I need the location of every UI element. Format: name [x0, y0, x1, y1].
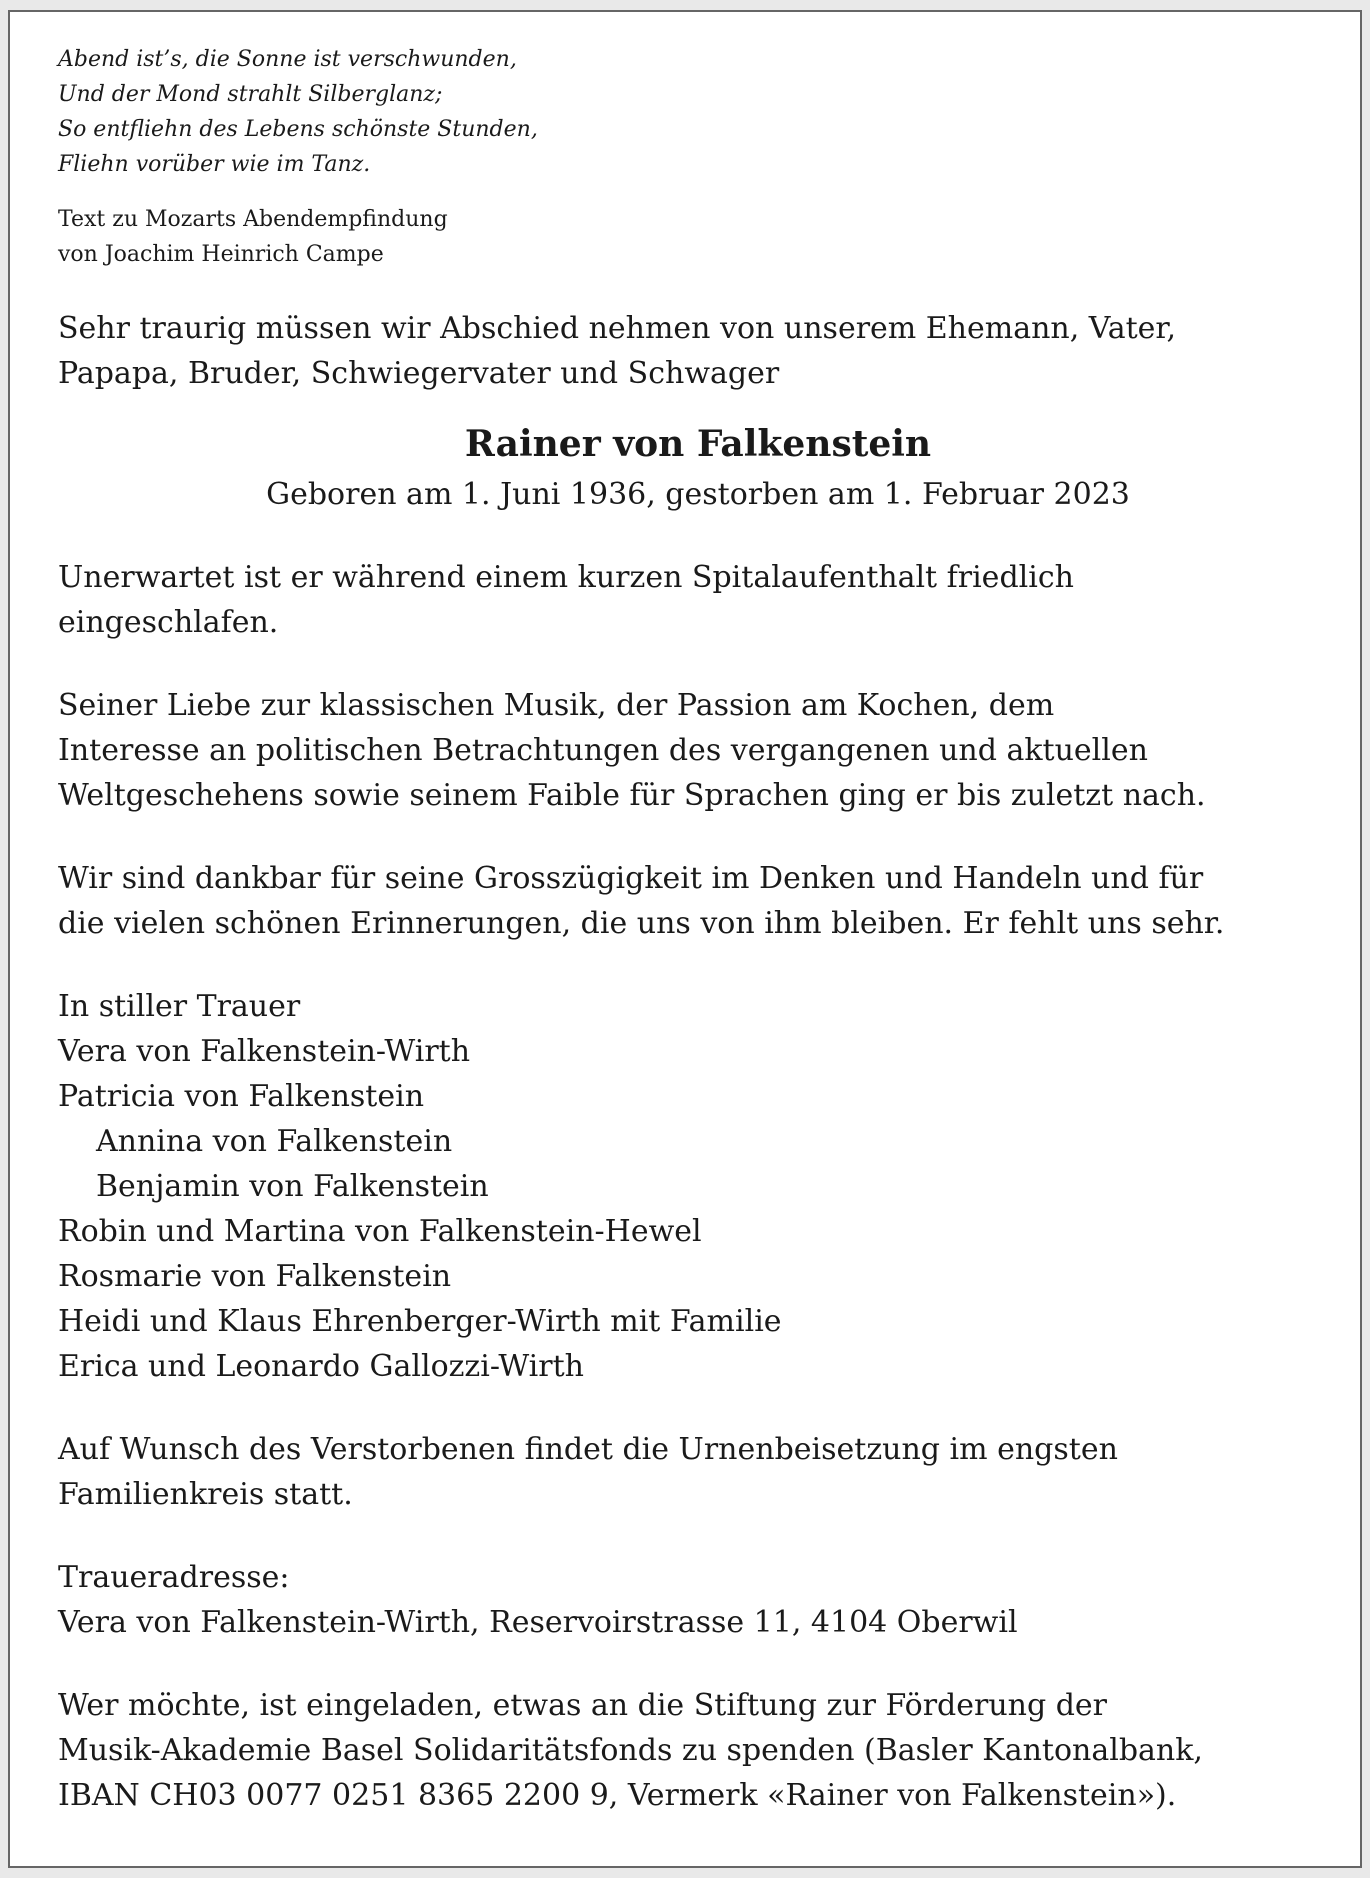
paragraph-line: Unerwartet ist er während einem kurzen Spitalaufenthalt friedlich	[58, 560, 1074, 595]
paragraph-interests	[58, 683, 1338, 818]
paragraph-line: Interesse an politischen Betrachtungen des vergangenen und aktuellen	[58, 733, 1148, 768]
intro-paragraph	[58, 306, 1338, 396]
address-value: Vera von Falkenstein-Wirth, Reservoirstrasse 11, 4104 Oberwil	[58, 1605, 1018, 1640]
mourner-name: Benjamin von Falkenstein	[96, 1169, 489, 1204]
mourning-address	[58, 1555, 1338, 1645]
paragraph-donation	[58, 1683, 1338, 1818]
paragraph-line: Musik-Akademie Basel Solidaritätsfonds zu spenden (Basler Kantonalbank,	[58, 1733, 1203, 1768]
mourner-name: Rosmarie von Falkenstein	[58, 1259, 452, 1294]
mourner-name: Vera von Falkenstein-Wirth	[58, 1034, 471, 1069]
poem-line: Abend ist’s, die Sonne ist verschwunden,	[58, 47, 517, 72]
paragraph-line: die vielen schönen Erinnerungen, die uns von ihm bleiben. Er fehlt uns sehr.	[58, 906, 1225, 941]
paragraph-passing	[58, 555, 1338, 645]
poem-line: Fliehn vorüber wie im Tanz.	[58, 152, 371, 177]
poem-source	[58, 202, 1338, 272]
obituary-content	[58, 42, 1338, 1818]
mourners-heading: In stiller Trauer	[58, 989, 301, 1024]
deceased-name: Rainer von Falkenstein	[464, 423, 932, 465]
poem-line: Und der Mond strahlt Silberglanz;	[58, 82, 443, 107]
mourner-name: Annina von Falkenstein	[96, 1124, 453, 1159]
address-label: Traueradresse:	[58, 1560, 290, 1595]
mourner-name: Erica und Leonardo Gallozzi-Wirth	[58, 1349, 584, 1384]
paragraph-line: Wir sind dankbar für seine Grosszügigkeit im Denken und Handeln und für	[58, 861, 1204, 896]
intro-line: Sehr traurig müssen wir Abschied nehmen von unserem Ehemann, Vater,	[58, 311, 1176, 346]
paragraph-line: Seiner Liebe zur klassischen Musik, der Passion am Kochen, dem	[58, 688, 1055, 723]
poem-line: So entfliehn des Lebens schönste Stunden,	[58, 117, 538, 142]
paragraph-line: Auf Wunsch des Verstorbenen findet die Urnenbeisetzung im engsten	[58, 1432, 1118, 1467]
paragraph-line: Wer möchte, ist eingeladen, etwas an die Stiftung zur Förderung der	[58, 1688, 1108, 1723]
mourner-name: Patricia von Falkenstein	[58, 1079, 425, 1114]
paragraph-line: IBAN CH03 0077 0251 8365 2200 9, Vermerk «Rainer von Falkenstein»).	[58, 1778, 1177, 1813]
paragraph-gratitude	[58, 856, 1338, 946]
poem-verse	[58, 42, 1338, 182]
poem-source-line: von Joachim Heinrich Campe	[58, 242, 384, 267]
paragraph-line: Weltgeschehens sowie seinem Faible für Sprachen ging er bis zuletzt nach.	[58, 778, 1206, 813]
mourner-name: Heidi und Klaus Ehrenberger-Wirth mit Familie	[58, 1304, 782, 1339]
life-dates: Geboren am 1. Juni 1936, gestorben am 1. Februar 2023	[266, 477, 1130, 512]
mourners-list	[58, 984, 1338, 1389]
mourner-name: Robin und Martina von Falkenstein-Hewel	[58, 1214, 702, 1249]
paragraph-burial	[58, 1427, 1338, 1517]
paragraph-line: eingeschlafen.	[58, 605, 279, 640]
obituary-notice	[8, 10, 1362, 1868]
paragraph-line: Familienkreis statt.	[58, 1477, 353, 1512]
poem-source-line: Text zu Mozarts Abendempfindung	[58, 207, 448, 232]
intro-line: Papapa, Bruder, Schwiegervater und Schwager	[58, 356, 780, 391]
